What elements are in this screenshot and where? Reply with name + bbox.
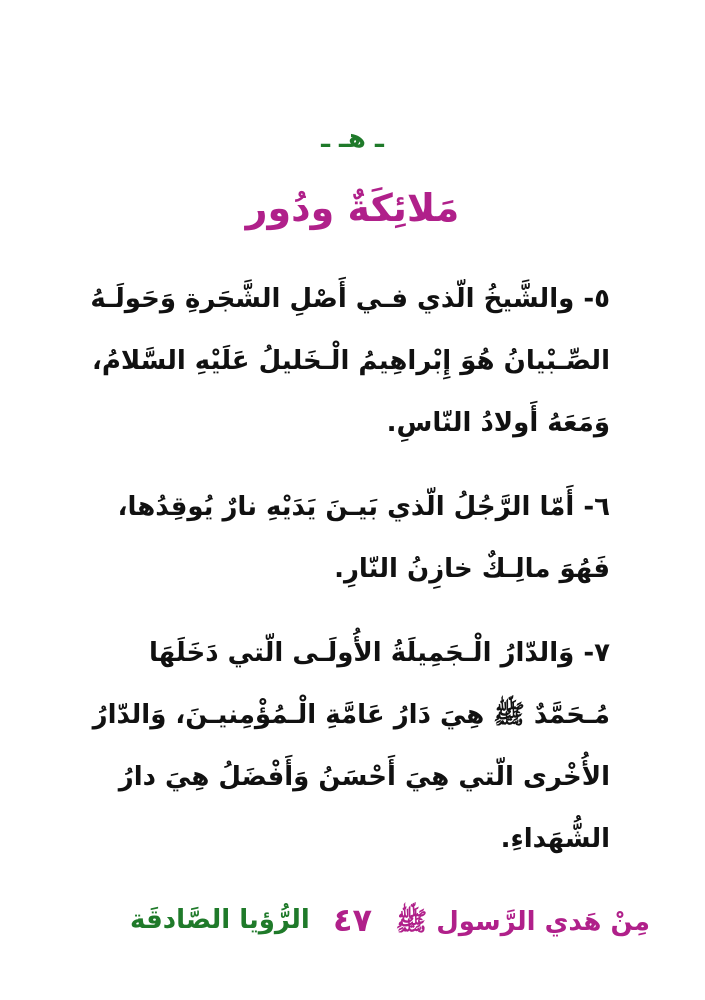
footer-book-title: الرُّؤيا الصَّادقَة — [130, 905, 310, 935]
footer-series-title: مِنْ هَدي الرَّسول ﷺ — [395, 907, 650, 937]
paragraph-7: ٧- وَالدّارُ الْـجَمِيلَةُ الأُولَـى الّتي دَخَلَهَا مُـحَمَّدٌ ﷺ هِيَ دَارُ عَامَّةِ الْـمُؤْمِنيـنَ، وَالدّارُ الأُخْرى الّتي هِيَ أَحْسَنُ وَأَفْضَلُ هِيَ دارُ الشُّهَداءِ. — [92, 638, 610, 854]
page-footer — [0, 901, 705, 955]
body-text — [88, 268, 610, 892]
paragraph-6: ٦- أَمّا الرَّجُلُ الّذي بَيـنَ يَدَيْهِ نارٌ يُوقِدُها، فَهُوَ مالِـكٌ خازِنُ النّارِ. — [117, 492, 610, 584]
page-number: ٤٧ — [332, 901, 373, 939]
paragraph-5: ٥- والشَّيخُ الّذي فـي أَصْلِ الشَّجَرةِ وَحَولَـهُ الصِّـبْيانُ هُوَ إِبْراهِيمُ الْـخَليلُ عَلَيْهِ السَّلامُ، وَمَعَهُ أَولادُ النّاسِ. — [90, 284, 610, 438]
chapter-title: مَلائِكَةٌ ودُور — [245, 186, 460, 230]
section-marker: ـ هـ ـ — [321, 124, 384, 154]
